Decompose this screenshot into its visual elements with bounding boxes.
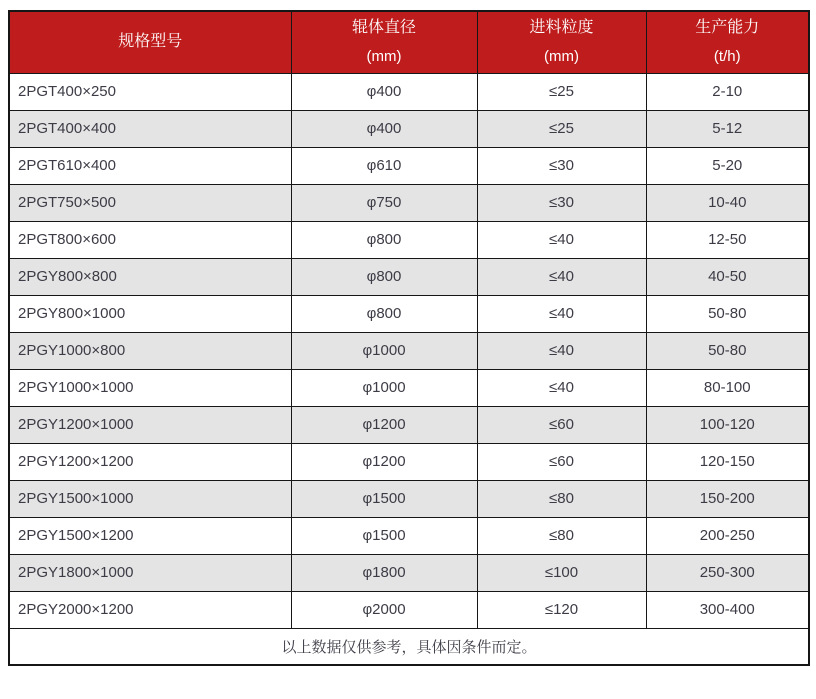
column-header xyxy=(477,11,646,73)
column-header xyxy=(291,11,477,73)
cell-feed-size: ≤40 xyxy=(477,369,646,406)
header-row xyxy=(9,11,809,73)
cell-feed-size: ≤40 xyxy=(477,258,646,295)
cell-model: 2PGY1200×1000 xyxy=(9,406,291,443)
column-header-label: 生产能力 xyxy=(695,18,760,36)
column-header-unit: (mm) xyxy=(366,48,402,66)
cell-model: 2PGT610×400 xyxy=(9,147,291,184)
cell-diameter: φ400 xyxy=(291,110,477,147)
cell-feed-size: ≤40 xyxy=(477,295,646,332)
table-row xyxy=(9,184,809,221)
cell-feed-size: ≤100 xyxy=(477,554,646,591)
table-body xyxy=(9,73,809,628)
table-row xyxy=(9,295,809,332)
cell-feed-size: ≤40 xyxy=(477,332,646,369)
cell-diameter: φ1000 xyxy=(291,369,477,406)
cell-feed-size: ≤120 xyxy=(477,591,646,628)
cell-model: 2PGY1000×800 xyxy=(9,332,291,369)
column-header-label: 辊体直径 xyxy=(351,18,416,36)
cell-diameter: φ800 xyxy=(291,258,477,295)
cell-capacity: 5-20 xyxy=(646,147,809,184)
cell-model: 2PGY800×800 xyxy=(9,258,291,295)
cell-diameter: φ1800 xyxy=(291,554,477,591)
cell-model: 2PGY1500×1200 xyxy=(9,517,291,554)
cell-model: 2PGY800×1000 xyxy=(9,295,291,332)
cell-model: 2PGT750×500 xyxy=(9,184,291,221)
cell-diameter: φ800 xyxy=(291,221,477,258)
table-row xyxy=(9,369,809,406)
cell-diameter: φ400 xyxy=(291,73,477,110)
spec-table xyxy=(8,10,810,666)
cell-capacity: 80-100 xyxy=(646,369,809,406)
cell-capacity: 40-50 xyxy=(646,258,809,295)
cell-model: 2PGY1800×1000 xyxy=(9,554,291,591)
cell-model: 2PGY1000×1000 xyxy=(9,369,291,406)
column-header-label: 规格型号 xyxy=(118,33,183,51)
table-row xyxy=(9,517,809,554)
cell-capacity: 150-200 xyxy=(646,480,809,517)
footnote: 以上数据仅供参考，具体因条件而定。 xyxy=(9,628,809,665)
table-row xyxy=(9,147,809,184)
cell-capacity: 5-12 xyxy=(646,110,809,147)
cell-feed-size: ≤25 xyxy=(477,73,646,110)
cell-capacity: 250-300 xyxy=(646,554,809,591)
cell-diameter: φ2000 xyxy=(291,591,477,628)
cell-model: 2PGT400×250 xyxy=(9,73,291,110)
table-footer xyxy=(9,628,809,665)
cell-diameter: φ1200 xyxy=(291,443,477,480)
cell-diameter: φ610 xyxy=(291,147,477,184)
column-header xyxy=(9,11,291,73)
cell-capacity: 200-250 xyxy=(646,517,809,554)
table-row xyxy=(9,110,809,147)
cell-feed-size: ≤40 xyxy=(477,221,646,258)
cell-feed-size: ≤60 xyxy=(477,443,646,480)
table-row xyxy=(9,554,809,591)
cell-feed-size: ≤80 xyxy=(477,480,646,517)
cell-model: 2PGY2000×1200 xyxy=(9,591,291,628)
table-row xyxy=(9,443,809,480)
cell-capacity: 50-80 xyxy=(646,295,809,332)
cell-model: 2PGY1500×1000 xyxy=(9,480,291,517)
table-row xyxy=(9,480,809,517)
cell-capacity: 2-10 xyxy=(646,73,809,110)
cell-feed-size: ≤60 xyxy=(477,406,646,443)
column-header-unit: (t/h) xyxy=(713,48,741,66)
cell-capacity: 10-40 xyxy=(646,184,809,221)
table-row xyxy=(9,406,809,443)
cell-capacity: 100-120 xyxy=(646,406,809,443)
column-header-label: 进料粒度 xyxy=(529,18,594,36)
cell-diameter: φ1500 xyxy=(291,480,477,517)
column-header xyxy=(646,11,809,73)
table-row xyxy=(9,221,809,258)
cell-diameter: φ1000 xyxy=(291,332,477,369)
table-row xyxy=(9,73,809,110)
cell-diameter: φ800 xyxy=(291,295,477,332)
cell-diameter: φ1200 xyxy=(291,406,477,443)
cell-feed-size: ≤80 xyxy=(477,517,646,554)
cell-capacity: 120-150 xyxy=(646,443,809,480)
table-row xyxy=(9,258,809,295)
cell-feed-size: ≤25 xyxy=(477,110,646,147)
table-header xyxy=(9,11,809,73)
cell-diameter: φ750 xyxy=(291,184,477,221)
cell-capacity: 300-400 xyxy=(646,591,809,628)
footnote-row xyxy=(9,628,809,665)
cell-capacity: 12-50 xyxy=(646,221,809,258)
table-row xyxy=(9,332,809,369)
cell-capacity: 50-80 xyxy=(646,332,809,369)
cell-diameter: φ1500 xyxy=(291,517,477,554)
cell-model: 2PGY1200×1200 xyxy=(9,443,291,480)
column-header-unit: (mm) xyxy=(544,48,579,66)
table-row xyxy=(9,591,809,628)
cell-model: 2PGT800×600 xyxy=(9,221,291,258)
cell-feed-size: ≤30 xyxy=(477,147,646,184)
cell-model: 2PGT400×400 xyxy=(9,110,291,147)
cell-feed-size: ≤30 xyxy=(477,184,646,221)
